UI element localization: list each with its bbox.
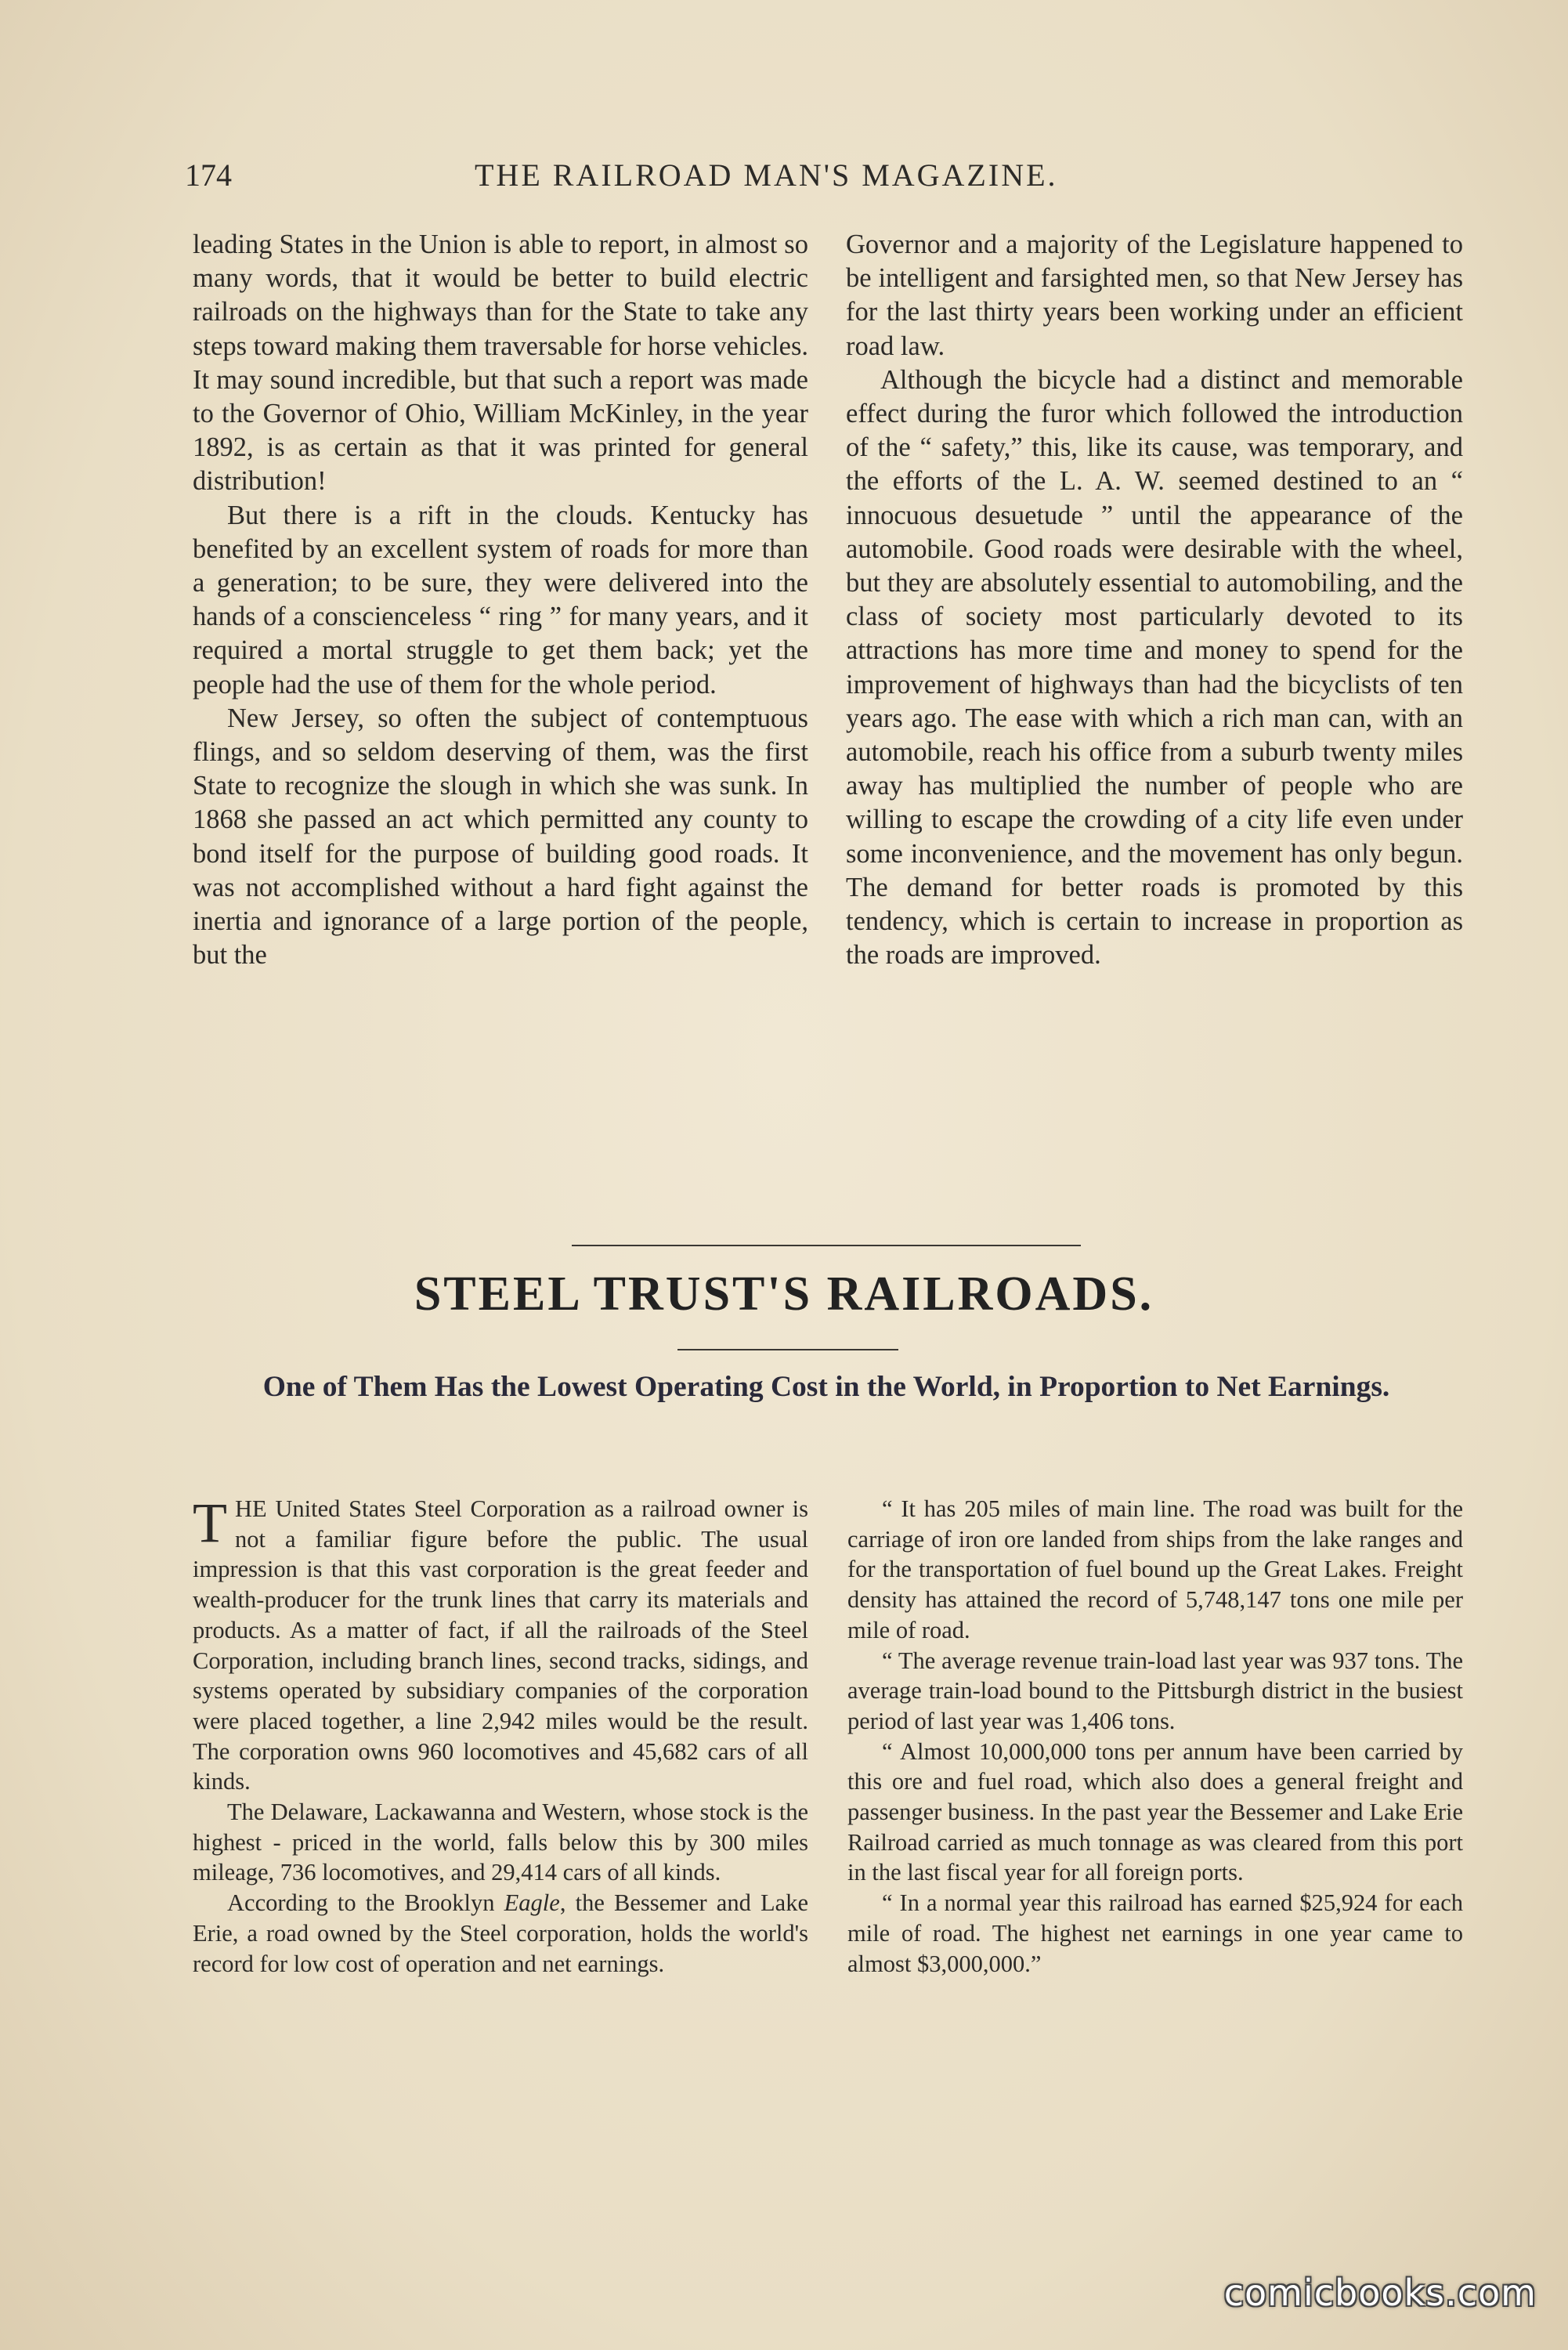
section-divider	[572, 1245, 1081, 1246]
paragraph-text: , the Bessemer and Lake Erie, a road owned by the Steel corporation, holds the world's record for low cost of operation and net earnings.	[193, 1889, 808, 1977]
top-article-column-left	[193, 228, 808, 972]
paragraph: leading States in the Union is able to report, in almost so many words, that it would be better to build electric railroads on the highways than for the State to take any steps toward making them traversable for horse vehicles. It may sound incredible, but that such a report was made to the Governor of Ohio, William McKinley, in the year 1892, is as certain as that it was printed for general distribution!	[193, 230, 808, 497]
drop-cap: T	[193, 1491, 227, 1554]
newspaper-name: Eagle	[504, 1889, 560, 1917]
page-number: 174	[185, 157, 232, 193]
paragraph: “ Almost 10,000,000 tons per annum have been carried by this ore and fuel road, which also does a general freight and passenger business. In the past year the Bessemer and Lake Erie Railroad carried as much tonnage as was cleared from this port in the last fiscal year for all foreign ports.	[847, 1737, 1463, 1886]
paragraph-text: United States Steel Corporation as a railroad owner is not a familiar figure before the public. The usual impression is that this vast corporation is the great feeder and wealth-producer for the trunk lines that carry its materials and products. As a matter of fact, if all the railroads of the Steel Corporation, including branch lines, second tracks, sidings, and systems operated by subsidiary companies of the corporation were placed together, a line 2,942 miles would be the result. The corporation owns 960 locomotives and 45,682 cars of all kinds.	[193, 1495, 808, 1795]
paragraph: New Jersey, so often the subject of contemptuous flings, and so seldom deserving of them, was the first State to recognize the slough in which she was sunk. In 1868 she passed an act which permitted any county to bond itself for the purpose of building good roads. It was not accomplished without a hard fight against the inertia and ignorance of a large portion of the people, but the	[193, 703, 808, 971]
paragraph	[193, 1491, 808, 1797]
paragraph-text: According to the Brooklyn	[227, 1889, 504, 1917]
top-article-column-right	[846, 228, 1463, 972]
watermark: comicbooks.com	[1223, 2272, 1537, 2314]
steel-article-column-right	[847, 1494, 1463, 1979]
article-subtitle: One of Them Has the Lowest Operating Cost in the World, in Proportion to Net Earnings.	[262, 1371, 1390, 1403]
paragraph: But there is a rift in the clouds. Kentucky has benefited by an excellent system of roads for more than a generation; to be sure, they were delivered into the hands of a conscienceless “ ring ” for many years, and it required a mortal struggle to get them back; yet the people had the use of them for the whole period.	[193, 500, 808, 700]
first-word-rest: HE	[234, 1495, 267, 1522]
paragraph: “ In a normal year this railroad has earned $25,924 for each mile of road. The highest net earnings in one year came to almost $3,000,000.”	[847, 1889, 1463, 1977]
paragraph: “ The average revenue train-load last year was 937 tons. The average train-load bound to the Pittsburgh district in the busiest period of last year was 1,406 tons.	[847, 1647, 1463, 1734]
running-title: THE RAILROAD MAN'S MAGAZINE.	[475, 157, 1058, 193]
paragraph: Although the bicycle had a distinct and memorable effect during the furor which followed the introduction of the “ safety,” this, like its cause, was temporary, and the efforts of the L. A. W. seemed destined to an “ innocuous desuetude ” until the appearance of the automobile. Good roads were desirable with the wheel, but they are absolutely essential to automobiling, and the class of society most particularly devoted to its attractions has more time and money to spend for the improvement of highways than had the bicyclists of ten years ago. The ease with which a rich man can, with an automobile, reach his office from a suburb twenty miles away has multiplied the number of people who are willing to escape the crowding of a city life even under some inconvenience, and the movement has only begun. The demand for better roads is promoted by this tendency, which is certain to increase in proportion as the roads are improved.	[846, 364, 1463, 971]
steel-article-column-left	[193, 1491, 808, 1979]
paragraph	[193, 1888, 808, 1979]
title-underline-divider	[677, 1349, 898, 1350]
article-title: STEEL TRUST'S RAILROADS.	[414, 1267, 1154, 1321]
paragraph: The Delaware, Lackawanna and Western, whose stock is the highest - priced in the world, falls below this by 300 miles mileage, 736 locomotives, and 29,414 cars of all kinds.	[193, 1799, 808, 1886]
paragraph: “ It has 205 miles of main line. The road was built for the carriage of iron ore landed from ships from the lake ranges and for the transportation of fuel bound up the Great Lakes. Freight density has attained the record of 5,748,147 tons one mile per mile of road.	[847, 1495, 1463, 1643]
page-header	[185, 157, 1176, 204]
paragraph: Governor and a majority of the Legislature happened to be intelligent and farsighted men, so that New Jersey has for the last thirty years been working under an efficient road law.	[846, 230, 1463, 361]
